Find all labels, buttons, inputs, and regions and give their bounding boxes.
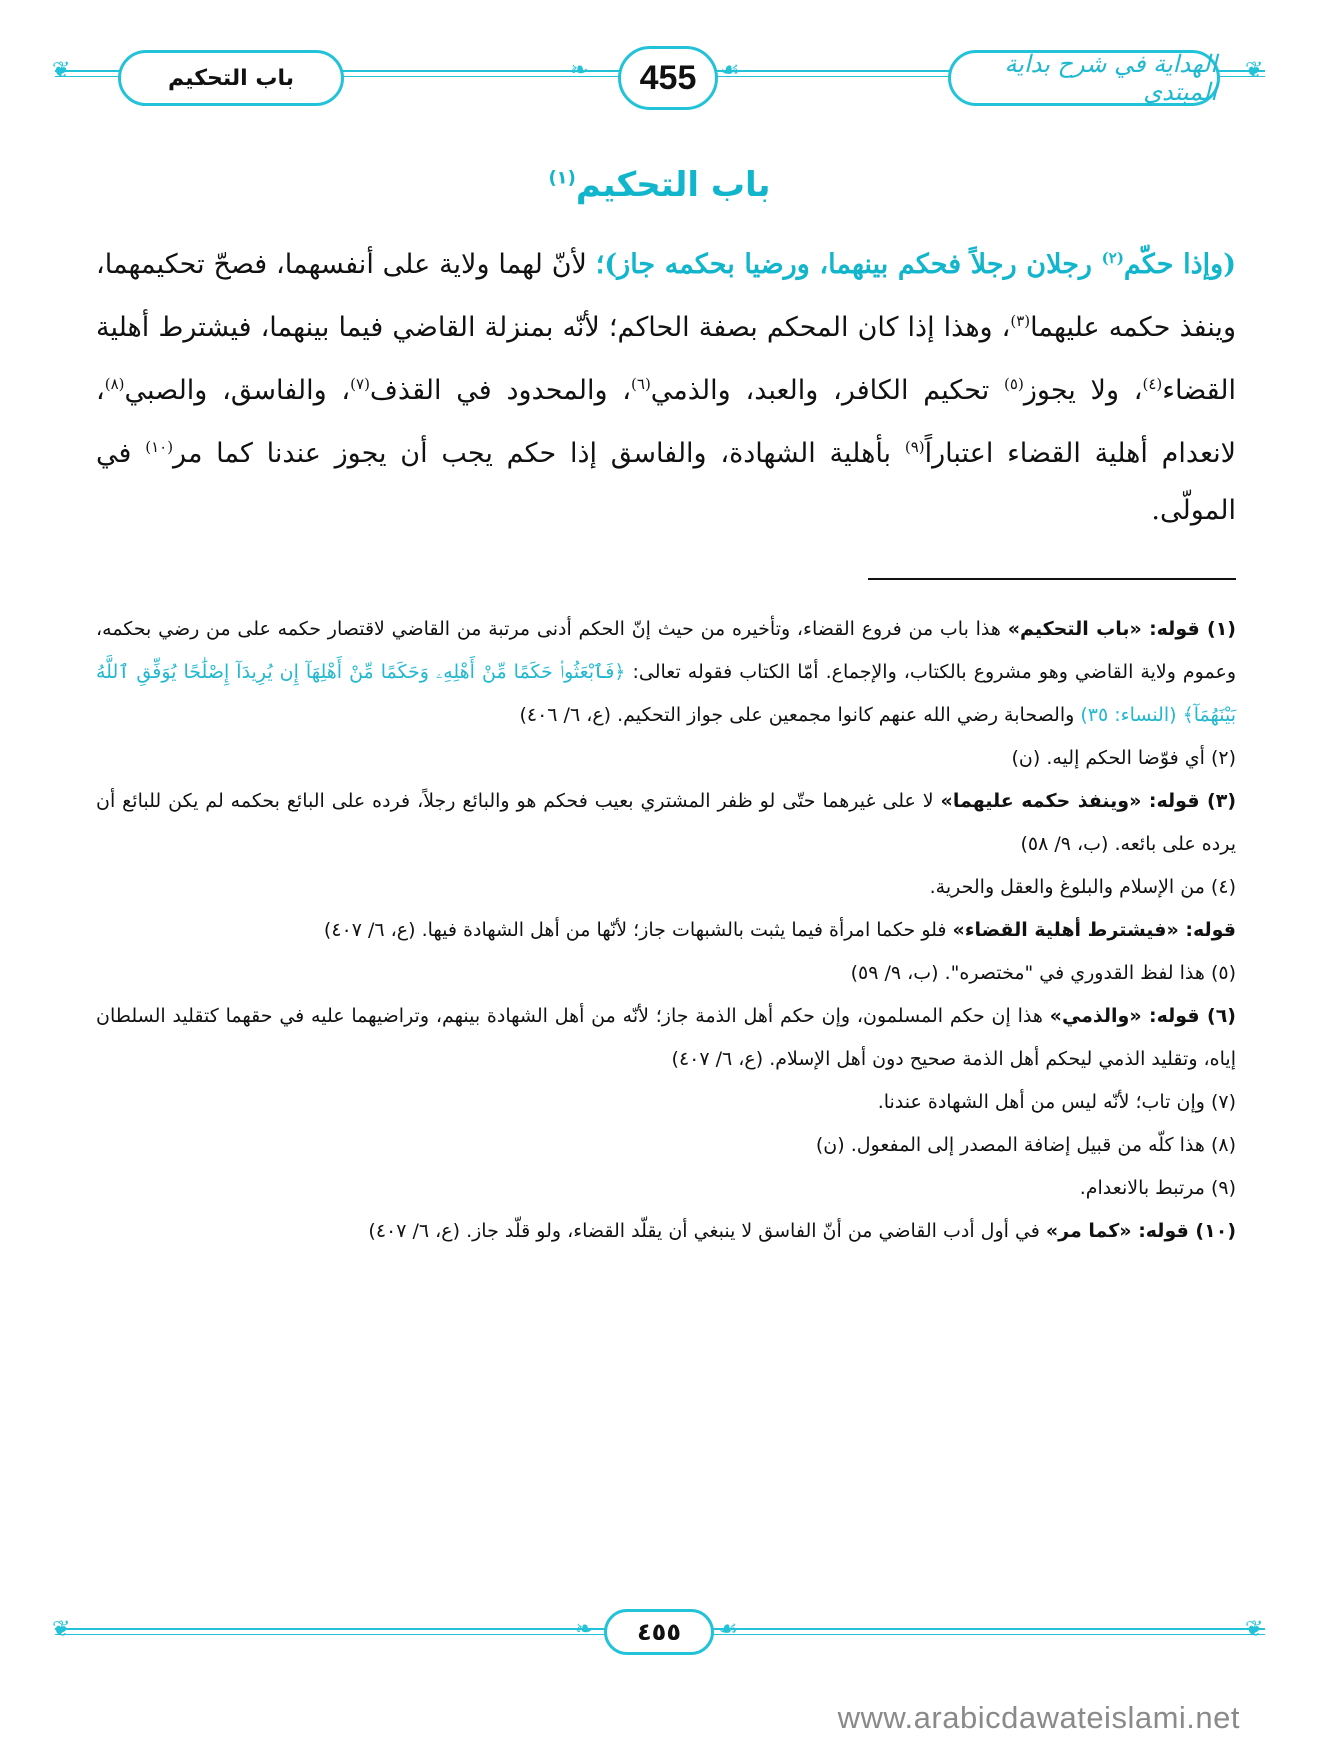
main-paragraph [96,230,1236,539]
footnote-4b-text: فلو حكما امرأة فيما يثبت بالشبهات جاز؛ لأنّها من أهل الشهادة فيها. (ع، ٦/ ٤٠٧) [323,919,953,941]
footnote-8: (٨) هذا كلّه من قبيل إضافة المصدر إلى المفعول. (ن) [815,1134,1236,1156]
footnote-3-text: لا على غيرهما حتّى لو ظفر المشتري بعيب فحكم هو والبائع رجلاً، فرده على البائع بحكمه لم يكن للبائع أن يرده على بائعه. (ب، ٩/ ٥٨) [96,790,1236,855]
main-text-9: في المولّى. [96,438,1236,526]
footnote-6-label: (٦) قوله: «والذمي» [1049,1005,1236,1027]
footnote-ref-2: (٢) [1101,249,1124,267]
footnote-1 [96,608,1236,737]
footnote-4b-label: قوله: «فيشترط أهلية القضاء» [952,919,1236,941]
footnote-4: (٤) من الإسلام والبلوغ والعقل والحرية. [929,876,1236,898]
main-lead [596,249,1236,280]
footnote-1-quran-verse: ﴿فَٱبْعَثُوا۟ حَكَمًا مِّنْ أَهْلِهِۦ وَحَكَمًا مِّنْ أَهْلِهَآ إِن يُرِيدَآ إِصْلَٰحًا يُوَفِّقِ ٱللَّهُ بَيْنَهُمَآ﴾ (النساء: ٣٥) [96,661,1236,726]
main-text-3: ، ولا يجوز [1023,375,1143,406]
footnote-2: (٢) أي فوّضا الحكم إليه. (ن) [1011,747,1236,769]
footer-page-number: ٤٥٥ [637,1618,681,1646]
footer-ornament-right-icon: ❦ [1245,1617,1264,1642]
header-book-title-pill [948,50,1220,106]
footnote-ref-4: (٤) [1142,375,1163,393]
footnote-ref-6: (٦) [631,375,651,393]
header-ornament-right-icon: ❦ [1245,58,1264,83]
main-lead-text: (وإذا حكّم [1123,249,1237,280]
footnote-ref-5: (٥) [1004,375,1024,393]
footnote-9: (٩) مرتبط بالانعدام. [1079,1177,1236,1199]
header-ornament-left-icon: ❦ [52,58,71,83]
footnote-6 [96,995,1236,1081]
chapter-title-ref: (١) [548,167,576,189]
chapter-title [0,165,1319,205]
header-ornament-mid-left-icon: ❧ [570,58,589,83]
header-chapter-pill [118,50,344,106]
main-text-1: لأنّ لهما ولاية على أنفسهما، فصحّ تحكيمهما، وينفذ حكمه عليهما [96,249,1236,343]
footnote-10 [96,1210,1236,1253]
footnote-6-text: هذا إن حكم المسلمون، وإن حكم أهل الذمة جاز؛ لأنّه من أهل الشهادة بينهم، وتراضيهما عليه في حقهما كتقليد السلطان إياه، وتقليد الذمي ليحكم أهل الذمة صحيح دون أهل الإسلام. (ع، ٦/ ٤٠٧) [96,1005,1236,1070]
footnote-ref-3: (٣) [1010,312,1031,330]
chapter-title-text: باب التحكيم [575,165,771,205]
main-text-5: ، والمحدود في القذف [369,375,632,406]
footnote-4b [96,909,1236,952]
footnote-ref-9: (٩) [904,438,925,456]
footnotes [96,608,1236,1253]
header-page-number: 455 [639,58,697,97]
header-chapter-label: باب التحكيم [168,65,294,91]
footnote-3-label: (٣) قوله: «وينفذ حكمه عليهما» [940,790,1236,812]
header-ornament-mid-right-icon: ☙ [720,58,740,83]
footnote-5: (٥) هذا لفظ القدوري في "مختصره". (ب، ٩/ ٥٩) [850,962,1236,984]
website-url: www.arabicdawateislami.net [837,1700,1240,1735]
footer-ornament-mid-left-icon: ❧ [575,1617,594,1642]
footer-ornament-left-icon: ❦ [52,1617,71,1642]
footnote-10-label: (١٠) قوله: «كما مر» [1045,1220,1236,1242]
main-lead-rest: رجلان رجلاً فحكم بينهما، ورضيا بحكمه جاز)؛ [595,249,1102,280]
main-text-8: بأهلية الشهادة، والفاسق إذا حكم يجب أن يجوز عندنا كما مر [173,438,905,469]
main-text-2: ، وهذا إذا كان المحكم بصفة الحاكم؛ لأنّه بمنزلة القاضي فيما بينهما، فيشترط أهلية القضاء [96,312,1237,406]
footnote-3 [96,780,1236,866]
footnote-ref-8: (٨) [104,375,125,393]
footnote-10-text: في أول أدب القاضي من أنّ الفاسق لا ينبغي أن يقلّد القضاء، ولو قلّد جاز. (ع، ٦/ ٤٠٧) [368,1220,1046,1242]
footnote-1-label: (١) قوله: «باب التحكيم» [1007,618,1236,640]
footnote-7: (٧) وإن تاب؛ لأنّه ليس من أهل الشهادة عندنا. [877,1091,1236,1113]
header-page-number-pill [618,46,718,110]
footnote-separator [868,578,1236,580]
main-text-4: تحكيم الكافر، والعبد، والذمي [650,375,1005,406]
header-book-title: الهداية في شرح بداية المبتدي [1004,50,1217,106]
main-text-7: ، لانعدام أهلية القضاء اعتباراً [96,375,1237,469]
footer-page-number-pill [604,1609,714,1655]
main-text-6: ، والفاسق، والصبي [124,375,351,406]
footnote-ref-7: (٧) [350,375,370,393]
footnote-1-text: هذا باب من فروع القضاء، وتأخيره من حيث إنّ الحكم أدنى مرتبة من القاضي لاقتصار حكمه على من رضي بحكمه، وعموم ولاية القاضي وهو مشروع بالكتاب، والإجماع. أمّا الكتاب فقوله تعالى: [96,618,1236,683]
footer-ornament-mid-right-icon: ☙ [718,1617,738,1642]
footnote-1-tail: والصحابة رضي الله عنهم كانوا مجمعين على جواز التحكيم. (ع، ٦/ ٤٠٦) [519,704,1081,726]
footnote-ref-10: (١٠) [145,438,174,456]
